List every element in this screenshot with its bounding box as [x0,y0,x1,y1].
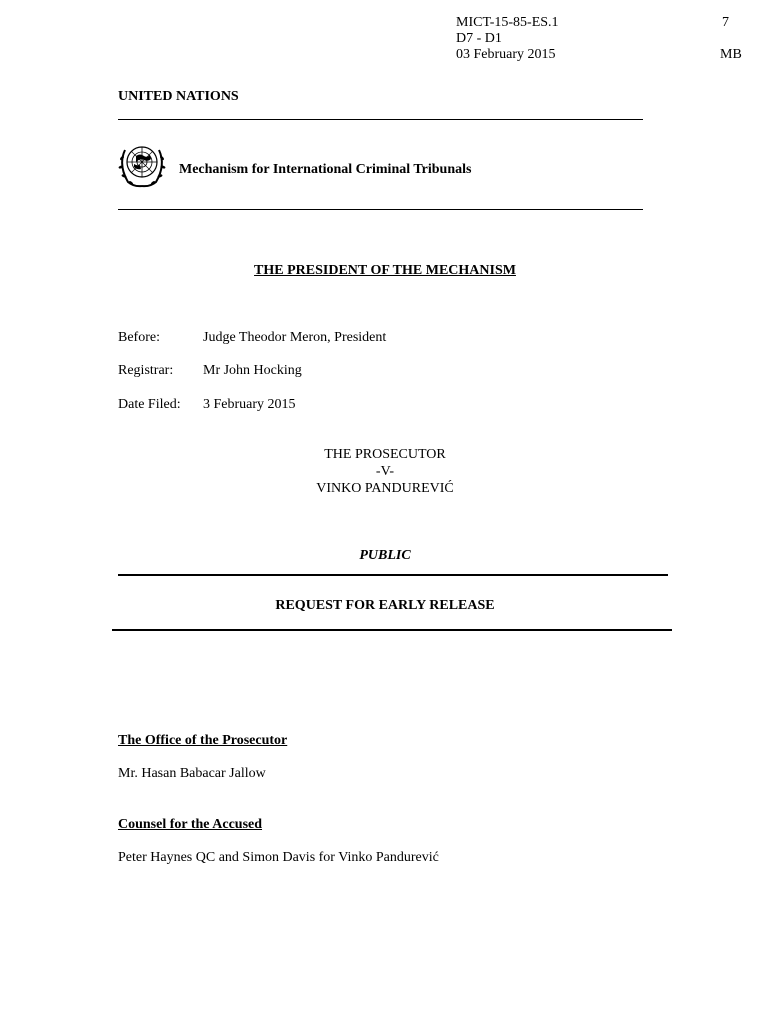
registrar-value: Mr John Hocking [203,363,302,378]
date-filed-label: Date Filed: [118,397,181,412]
before-value: Judge Theodor Meron, President [203,330,387,345]
case-versus: -V- [375,464,395,479]
counsel-names: Peter Haynes QC and Simon Davis for Vinko Pandurević [118,850,439,865]
case-party-accused: VINKO PANDUREVIĆ [316,481,454,496]
mechanism-name: Mechanism for International Criminal Tribunals [179,162,472,177]
case-party-prosecutor: THE PROSECUTOR [324,447,446,462]
org-name: UNITED NATIONS [118,89,239,104]
prosecutor-name: Mr. Hasan Babacar Jallow [118,766,266,781]
classification: PUBLIC [359,548,411,563]
un-emblem-icon [116,140,168,190]
case-number: MICT-15-85-ES.1 [456,15,559,30]
counsel-heading: Counsel for the Accused [118,817,263,832]
document-title: REQUEST FOR EARLY RELEASE [275,598,495,613]
org-divider-top [118,119,643,120]
title-divider-top [118,574,668,576]
org-divider-bottom [118,209,643,210]
title-divider-bottom [112,629,672,631]
date-filed-value: 3 February 2015 [203,397,296,412]
court-heading: THE PRESIDENT OF THE MECHANISM [254,263,516,278]
before-label: Before: [118,330,160,345]
prosecutor-heading: The Office of the Prosecutor [118,733,288,748]
registry-initials: MB [720,47,742,62]
page-number: 7 [722,15,729,30]
registrar-label: Registrar: [118,363,174,378]
document-range: D7 - D1 [456,31,502,46]
header-date: 03 February 2015 [456,47,556,62]
